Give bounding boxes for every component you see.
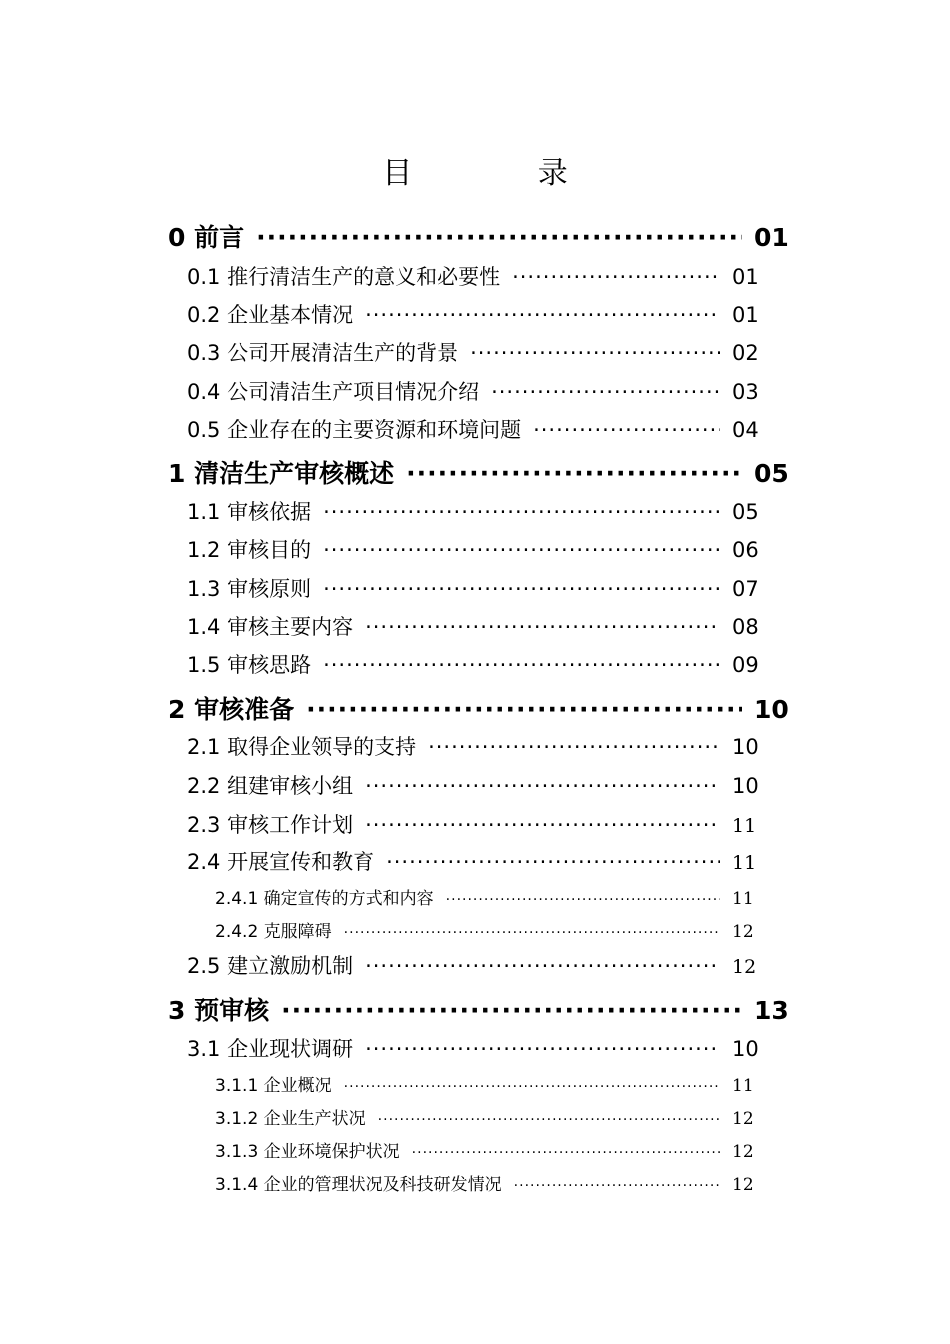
- toc-entry-label: 0 前言: [168, 223, 245, 252]
- toc-entry-3-1[interactable]: [187, 1033, 782, 1063]
- toc-entry-page: 01: [732, 265, 759, 289]
- toc-entry-page: 11: [732, 852, 757, 874]
- toc-entry-page: 11: [732, 815, 757, 837]
- leader-dots: [378, 1112, 720, 1128]
- leader-dots: [365, 813, 720, 837]
- toc-entry-0-3[interactable]: [187, 337, 782, 367]
- leader-dots: [344, 925, 720, 941]
- toc-entry-0-2[interactable]: [187, 299, 782, 329]
- toc-entry-1-3[interactable]: [187, 573, 782, 603]
- toc-entry-page: 12: [732, 1109, 754, 1129]
- toc-entry-label: 2.2 组建审核小组: [187, 774, 354, 798]
- leader-dots: [365, 615, 720, 639]
- toc-entry-label: 2.1 取得企业领导的支持: [187, 735, 417, 759]
- toc-entry-2-4-2[interactable]: [215, 917, 782, 942]
- toc-entry-label: 1.3 审核原则: [187, 577, 312, 601]
- leader-dots: [386, 850, 720, 874]
- toc-entry-page: 06: [732, 538, 759, 562]
- toc-entry-1-5[interactable]: [187, 649, 782, 679]
- toc-entry-page: 13: [754, 996, 789, 1025]
- toc-entry-label: 1.1 审核依据: [187, 500, 312, 524]
- toc-entry-label: 3 预审核: [168, 996, 270, 1025]
- toc-entry-label: 1 清洁生产审核概述: [168, 459, 395, 488]
- toc-entry-0[interactable]: [168, 218, 792, 254]
- toc-entry-page: 11: [732, 889, 754, 909]
- toc-entry-label: 2.5 建立激励机制: [187, 954, 354, 978]
- toc-entry-page: 08: [732, 615, 759, 639]
- toc-entry-page: 05: [754, 459, 789, 488]
- toc-entry-2-4-1[interactable]: [215, 884, 782, 909]
- toc-entry-0-4[interactable]: [187, 376, 782, 406]
- toc-entry-1-4[interactable]: [187, 611, 782, 641]
- leader-dots: [323, 538, 720, 562]
- toc-entry-label: 1.4 审核主要内容: [187, 615, 354, 639]
- toc-entry-0-5[interactable]: [187, 414, 782, 444]
- toc-entry-label: 2.4 开展宣传和教育: [187, 850, 375, 874]
- toc-entry-label: 1.5 审核思路: [187, 653, 312, 677]
- toc-entry-2-2[interactable]: [187, 770, 782, 800]
- leader-dots: [491, 380, 720, 404]
- toc-entry-page: 04: [732, 418, 759, 442]
- toc-entry-label: 3.1.3 企业环境保护状况: [215, 1142, 400, 1162]
- toc-entry-label: 3.1 企业现状调研: [187, 1037, 354, 1061]
- toc-entry-2-1[interactable]: [187, 731, 782, 761]
- toc-entry-2-4[interactable]: [187, 846, 782, 876]
- leader-dots: [512, 265, 720, 289]
- leader-dots: [365, 303, 720, 327]
- toc-entry-page: 11: [732, 1076, 754, 1096]
- toc-entry-page: 12: [732, 956, 757, 978]
- toc-entry-3-1-2[interactable]: [215, 1104, 782, 1129]
- leader-dots: [256, 223, 742, 252]
- toc-entry-label: 0.3 公司开展清洁生产的背景: [187, 341, 459, 365]
- toc-entry-page: 12: [732, 922, 754, 942]
- toc-entry-label: 0.5 企业存在的主要资源和环境问题: [187, 418, 522, 442]
- leader-dots: [406, 459, 742, 488]
- toc-entry-page: 05: [732, 500, 759, 524]
- toc-entry-label: 0.4 公司清洁生产项目情况介绍: [187, 380, 480, 404]
- toc-entry-label: 2 审核准备: [168, 695, 295, 724]
- toc-entry-page: 10: [732, 774, 759, 798]
- toc-entry-2-5[interactable]: [187, 950, 782, 980]
- leader-dots: [446, 892, 720, 908]
- toc-entry-page: 10: [732, 1037, 759, 1061]
- toc-entry-1-1[interactable]: [187, 496, 782, 526]
- toc-entry-page: 10: [754, 695, 789, 724]
- leader-dots: [306, 695, 742, 724]
- toc-entry-1[interactable]: [168, 454, 792, 490]
- toc-entry-label: 2.4.2 克服障碍: [215, 922, 332, 942]
- toc-entry-page: 10: [732, 735, 759, 759]
- leader-dots: [344, 1079, 720, 1095]
- toc-entry-3-1-1[interactable]: [215, 1071, 782, 1096]
- leader-dots: [514, 1178, 720, 1194]
- toc-entry-label: 3.1.2 企业生产状况: [215, 1109, 366, 1129]
- toc-entry-label: 3.1.4 企业的管理状况及科技研发情况: [215, 1175, 502, 1195]
- toc-entry-page: 01: [754, 223, 789, 252]
- leader-dots: [323, 500, 720, 524]
- toc-entry-page: 03: [732, 380, 759, 404]
- leader-dots: [428, 735, 720, 759]
- leader-dots: [323, 653, 720, 677]
- toc-entry-label: 0.1 推行清洁生产的意义和必要性: [187, 265, 501, 289]
- toc-entry-label: 2.4.1 确定宣传的方式和内容: [215, 889, 434, 909]
- toc-entry-page: 09: [732, 653, 759, 677]
- leader-dots: [533, 418, 720, 442]
- toc-entry-label: 3.1.1 企业概况: [215, 1076, 332, 1096]
- toc-entry-3[interactable]: [168, 991, 792, 1027]
- toc-entry-page: 12: [732, 1142, 754, 1162]
- toc-entry-3-1-4[interactable]: [215, 1170, 782, 1195]
- toc-entry-3-1-3[interactable]: [215, 1137, 782, 1162]
- toc-entry-label: 2.3 审核工作计划: [187, 813, 354, 837]
- toc-entry-label: 1.2 审核目的: [187, 538, 312, 562]
- leader-dots: [412, 1145, 720, 1161]
- toc-entry-label: 0.2 企业基本情况: [187, 303, 354, 327]
- toc-entry-page: 01: [732, 303, 759, 327]
- leader-dots: [365, 954, 720, 978]
- toc-entry-0-1[interactable]: [187, 261, 782, 291]
- leader-dots: [470, 341, 720, 365]
- leader-dots: [365, 774, 720, 798]
- leader-dots: [365, 1037, 720, 1061]
- toc-entry-2[interactable]: [168, 690, 792, 726]
- toc-entry-page: 12: [732, 1175, 754, 1195]
- toc-entry-2-3[interactable]: [187, 809, 782, 839]
- toc-entry-page: 07: [732, 577, 759, 601]
- toc-entry-page: 02: [732, 341, 759, 365]
- leader-dots: [323, 577, 720, 601]
- toc-entry-1-2[interactable]: [187, 534, 782, 564]
- toc-title: 目 录: [382, 156, 626, 191]
- leader-dots: [281, 996, 742, 1025]
